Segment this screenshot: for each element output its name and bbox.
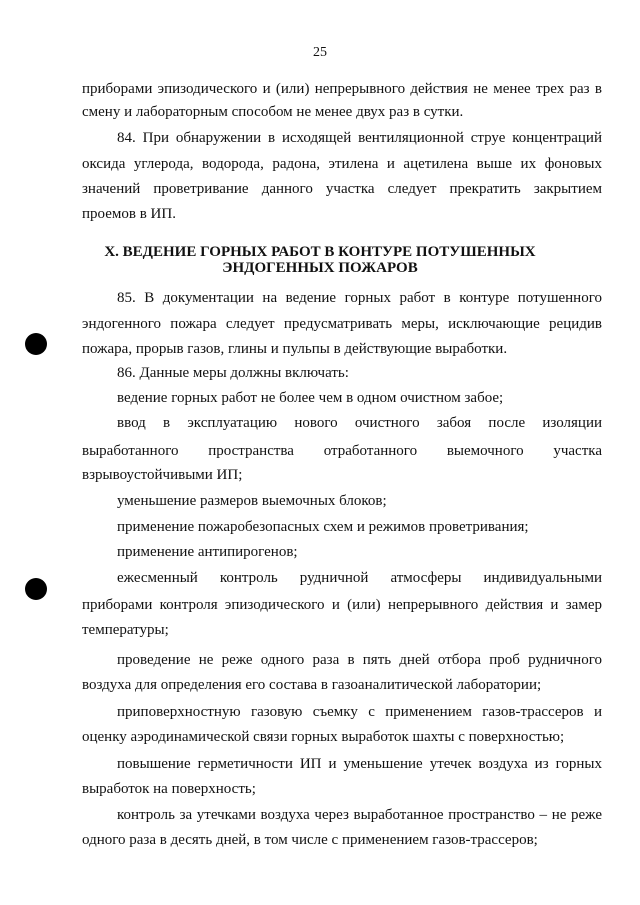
list-item-line: ежесменный контроль рудничной атмосферы индивидуальными xyxy=(117,570,602,586)
list-item-line: взрывоустойчивыми ИП; xyxy=(82,467,243,483)
section-heading-line-1: X. ВЕДЕНИЕ ГОРНЫХ РАБОТ В КОНТУРЕ ПОТУШЕННЫХ xyxy=(104,244,536,260)
list-item-line: приборами контроля эпизодического и (или) непрерывного действия и замер xyxy=(82,597,602,613)
list-item-line: одного раза в десять дней, в том числе с применением газов-трассеров; xyxy=(82,832,538,848)
paragraph-86-line: 86. Данные меры должны включать: xyxy=(117,365,349,381)
section-heading-line-2: ЭНДОГЕННЫХ ПОЖАРОВ xyxy=(222,260,418,276)
list-item-line: температуры; xyxy=(82,622,169,638)
paragraph-85-line: пожара, прорыв газов, глины и пульпы в действующие выработки. xyxy=(82,341,508,357)
list-item-line: ввод в эксплуатацию нового очистного забоя после изоляции xyxy=(117,415,602,431)
list-item-line: применение пожаробезопасных схем и режимов проветривания; xyxy=(117,519,529,535)
paragraph-line: приборами эпизодического и (или) непрерывного действия не менее трех раз в xyxy=(82,81,602,97)
list-item-line: воздуха для определения его состава в газоаналитической лаборатории; xyxy=(82,677,542,693)
list-item-line: выработанного пространства отработанного выемочного участка xyxy=(82,443,602,459)
punch-hole-bottom xyxy=(25,578,47,600)
list-item-line: уменьшение размеров выемочных блоков; xyxy=(117,493,387,509)
paragraph-84-line: 84. При обнаружении в исходящей вентиляционной струе концентраций xyxy=(117,130,602,146)
list-item-line: ведение горных работ не более чем в одном очистном забое; xyxy=(117,390,504,406)
paragraph-84-line: значений проветривание данного участка следует прекратить закрытием xyxy=(82,181,602,197)
paragraph-line: смену и лабораторным способом не менее двух раз в сутки. xyxy=(82,104,464,120)
list-item-line: повышение герметичности ИП и уменьшение утечек воздуха из горных xyxy=(117,756,602,772)
list-item-line: приповерхностную газовую съемку с применением газов-трассеров и xyxy=(117,704,602,720)
punch-hole-top xyxy=(25,333,47,355)
paragraph-85-line: 85. В документации на ведение горных работ в контуре потушенного xyxy=(117,290,602,306)
paragraph-84-line: проемов в ИП. xyxy=(82,206,176,222)
list-item-line: проведение не реже одного раза в пять дней отбора проб рудничного xyxy=(117,652,602,668)
page-number: 25 xyxy=(313,45,327,60)
paragraph-84-line: оксида углерода, водорода, радона, этилена и ацетилена выше их фоновых xyxy=(82,156,602,172)
list-item-line: выработок на поверхность; xyxy=(82,781,256,797)
list-item-line: контроль за утечками воздуха через выработанное пространство – не реже xyxy=(117,807,602,823)
list-item-line: оценку аэродинамической связи горных выработок шахты с поверхностью; xyxy=(82,729,565,745)
list-item-line: применение антипирогенов; xyxy=(117,544,298,560)
paragraph-85-line: эндогенного пожара следует предусматривать меры, исключающие рецидив xyxy=(82,316,602,332)
